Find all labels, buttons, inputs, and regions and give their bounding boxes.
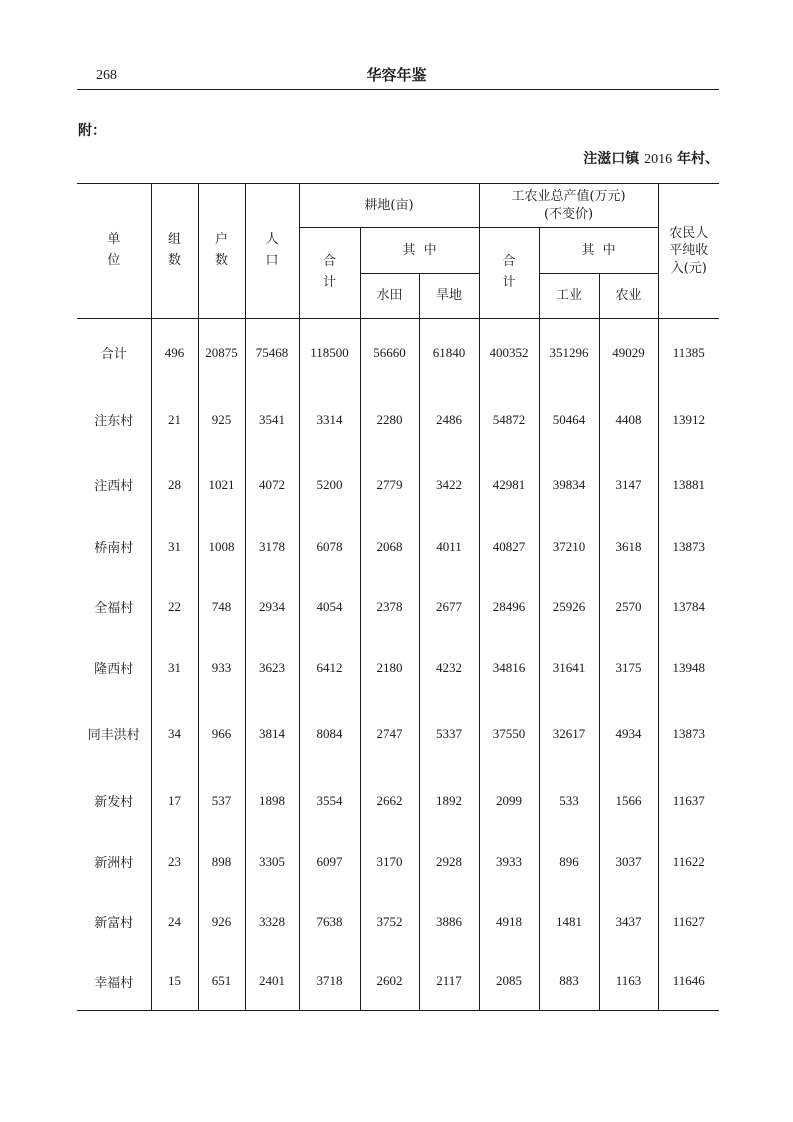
header-groups [151, 184, 198, 319]
table-row [77, 517, 719, 577]
table-cell: 22 [151, 577, 198, 637]
table-cell: 1008 [198, 517, 245, 577]
table-row [77, 453, 719, 517]
table-row [77, 577, 719, 637]
table-row [77, 387, 719, 453]
table-cell: 17 [151, 769, 198, 833]
table-cell: 3175 [599, 637, 658, 699]
table-cell: 11637 [658, 769, 719, 833]
header-agriculture [599, 274, 658, 319]
book-title: 华容年鉴 [366, 66, 427, 84]
table-cell: 3752 [360, 891, 419, 953]
table-cell: 2486 [419, 387, 479, 453]
table-cell: 8084 [299, 699, 360, 769]
table-cell: 32617 [539, 699, 599, 769]
table-cell: 1566 [599, 769, 658, 833]
header-output-of-which [539, 228, 658, 274]
table-cell: 1163 [599, 953, 658, 1011]
table-cell: 925 [198, 387, 245, 453]
table-cell: 2779 [360, 453, 419, 517]
header-income-line2: 平纯收 [669, 243, 709, 259]
header-output-total [479, 228, 539, 319]
table-cell: 2934 [245, 577, 299, 637]
table-cell: 2662 [360, 769, 419, 833]
row-unit-name: 全福村 [94, 601, 134, 616]
table-cell: 13873 [658, 699, 719, 769]
header-rule [77, 89, 719, 90]
table-cell: 651 [198, 953, 245, 1011]
page-number: 268 [96, 68, 117, 83]
table-cell: 56660 [360, 319, 419, 387]
table-cell: 3886 [419, 891, 479, 953]
table-cell: 537 [198, 769, 245, 833]
table-cell: 496 [151, 319, 198, 387]
table-cell: 2085 [479, 953, 539, 1011]
table-cell: 31641 [539, 637, 599, 699]
table-cell: 34 [151, 699, 198, 769]
table-cell: 31 [151, 637, 198, 699]
header-income [658, 184, 719, 319]
table-cell: 13881 [658, 453, 719, 517]
table-cell: 6412 [299, 637, 360, 699]
table-cell: 533 [539, 769, 599, 833]
header-farmland [299, 184, 479, 228]
header-output-total-label: 合计 [502, 254, 516, 290]
header-farmland-of-which [360, 228, 479, 274]
header-unit [77, 184, 151, 319]
header-dry [419, 274, 479, 319]
row-unit-name: 合计 [100, 347, 127, 363]
table-cell: 3178 [245, 517, 299, 577]
header-groups-label: 组数 [167, 232, 181, 268]
table-cell: 28496 [479, 577, 539, 637]
table-cell: 1898 [245, 769, 299, 833]
table-row [77, 953, 719, 1011]
table-caption [583, 148, 719, 168]
table-cell: 75468 [245, 319, 299, 387]
table-cell: 20875 [198, 319, 245, 387]
table-cell: 34816 [479, 637, 539, 699]
header-agriculture-label: 农业 [615, 288, 642, 304]
header-industry [539, 274, 599, 319]
row-unit-name: 桥南村 [94, 541, 134, 556]
table-row [77, 699, 719, 769]
table-cell: 4934 [599, 699, 658, 769]
table-cell: 6097 [299, 833, 360, 891]
row-unit-name: 新富村 [94, 916, 134, 931]
header-income-line1: 农民人 [669, 225, 709, 241]
table-cell: 933 [198, 637, 245, 699]
header-output-label: 工农业总产值(万元) [511, 188, 626, 204]
table-cell: 21 [151, 387, 198, 453]
table-body [77, 319, 719, 1011]
header-paddy [360, 274, 419, 319]
header-output [479, 184, 658, 228]
table-cell: 13948 [658, 637, 719, 699]
table-cell: 23 [151, 833, 198, 891]
table-cell: 2117 [419, 953, 479, 1011]
table-cell: 11385 [658, 319, 719, 387]
table-cell: 24 [151, 891, 198, 953]
table-cell: 3305 [245, 833, 299, 891]
table-cell: 7638 [299, 891, 360, 953]
table-cell: 3037 [599, 833, 658, 891]
table-cell: 2378 [360, 577, 419, 637]
table-cell: 3933 [479, 833, 539, 891]
table-cell: 748 [198, 577, 245, 637]
row-unit-name: 注西村 [94, 479, 134, 494]
table-cell: 5337 [419, 699, 479, 769]
appendix-label: 附： [78, 123, 106, 139]
table-row [77, 319, 719, 387]
table-cell: 3718 [299, 953, 360, 1011]
table-cell: 40827 [479, 517, 539, 577]
caption-suffix: 年村、 [677, 151, 719, 167]
table-cell: 3814 [245, 699, 299, 769]
row-unit-name: 新洲村 [94, 856, 134, 871]
header-industry-label: 工业 [555, 288, 582, 304]
header-farmland-total-label: 合计 [322, 254, 336, 290]
table-cell: 6078 [299, 517, 360, 577]
table-cell: 49029 [599, 319, 658, 387]
table-cell: 3541 [245, 387, 299, 453]
row-unit-name: 隆西村 [94, 662, 134, 677]
table-cell: 54872 [479, 387, 539, 453]
table-cell: 3314 [299, 387, 360, 453]
row-unit-name: 注东村 [94, 414, 134, 429]
table-cell: 13873 [658, 517, 719, 577]
caption-prefix: 注滋口镇 [583, 151, 640, 167]
table-cell: 3147 [599, 453, 658, 517]
table-cell: 400352 [479, 319, 539, 387]
table-cell: 351296 [539, 319, 599, 387]
table-cell: 3623 [245, 637, 299, 699]
table-cell: 3554 [299, 769, 360, 833]
table-cell: 2677 [419, 577, 479, 637]
table-cell: 37550 [479, 699, 539, 769]
table-cell: 4408 [599, 387, 658, 453]
table-cell: 50464 [539, 387, 599, 453]
table-cell: 3437 [599, 891, 658, 953]
header-population-label: 人口 [265, 232, 279, 268]
table-cell: 39834 [539, 453, 599, 517]
header-farmland-total [299, 228, 360, 319]
table-cell: 4054 [299, 577, 360, 637]
table-cell: 2180 [360, 637, 419, 699]
table-cell: 1481 [539, 891, 599, 953]
table-cell: 13784 [658, 577, 719, 637]
table-cell: 3170 [360, 833, 419, 891]
table-cell: 5200 [299, 453, 360, 517]
table-header [77, 184, 719, 319]
table-cell: 3618 [599, 517, 658, 577]
table-row [77, 833, 719, 891]
table-cell: 61840 [419, 319, 479, 387]
table-cell: 2401 [245, 953, 299, 1011]
table-cell: 118500 [299, 319, 360, 387]
table-cell: 3422 [419, 453, 479, 517]
table-cell: 1892 [419, 769, 479, 833]
table-row [77, 891, 719, 953]
table-cell: 4072 [245, 453, 299, 517]
table-cell: 2747 [360, 699, 419, 769]
header-farmland-label: 耕地(亩) [364, 197, 414, 213]
header-output-note: (不变价) [543, 206, 594, 222]
table-cell: 4232 [419, 637, 479, 699]
header-income-line3: 入(元) [670, 260, 707, 276]
table-cell: 2068 [360, 517, 419, 577]
table-cell: 883 [539, 953, 599, 1011]
table-cell: 11622 [658, 833, 719, 891]
table-cell: 2928 [419, 833, 479, 891]
row-unit-name: 同丰洪村 [87, 728, 140, 743]
table-cell: 28 [151, 453, 198, 517]
table-cell: 11646 [658, 953, 719, 1011]
table-cell: 13912 [658, 387, 719, 453]
table-cell: 2099 [479, 769, 539, 833]
header-farmland-of-which-label: 其 中 [402, 242, 437, 258]
table-cell: 1021 [198, 453, 245, 517]
table-cell: 37210 [539, 517, 599, 577]
table-cell: 31 [151, 517, 198, 577]
table-cell: 25926 [539, 577, 599, 637]
header-population [245, 184, 299, 319]
table-cell: 4011 [419, 517, 479, 577]
table-cell: 11627 [658, 891, 719, 953]
table-cell: 2602 [360, 953, 419, 1011]
caption-year: 2016 [644, 152, 673, 167]
table-cell: 2570 [599, 577, 658, 637]
table-cell: 4918 [479, 891, 539, 953]
header-households [198, 184, 245, 319]
table-cell: 3328 [245, 891, 299, 953]
header-households-label: 户数 [214, 232, 228, 268]
header-output-of-which-label: 其 中 [581, 242, 616, 258]
table-cell: 42981 [479, 453, 539, 517]
row-unit-name: 新发村 [94, 795, 134, 810]
table-cell: 966 [198, 699, 245, 769]
table-cell: 896 [539, 833, 599, 891]
table-cell: 15 [151, 953, 198, 1011]
table-row [77, 769, 719, 833]
header-dry-label: 旱地 [435, 288, 462, 304]
table-cell: 2280 [360, 387, 419, 453]
row-unit-name: 幸福村 [77, 953, 151, 1011]
table-row [77, 637, 719, 699]
header-paddy-label: 水田 [376, 288, 403, 304]
table-cell: 926 [198, 891, 245, 953]
header-unit-label: 单位 [107, 232, 121, 268]
village-statistics-table [77, 183, 719, 1011]
table-cell: 898 [198, 833, 245, 891]
